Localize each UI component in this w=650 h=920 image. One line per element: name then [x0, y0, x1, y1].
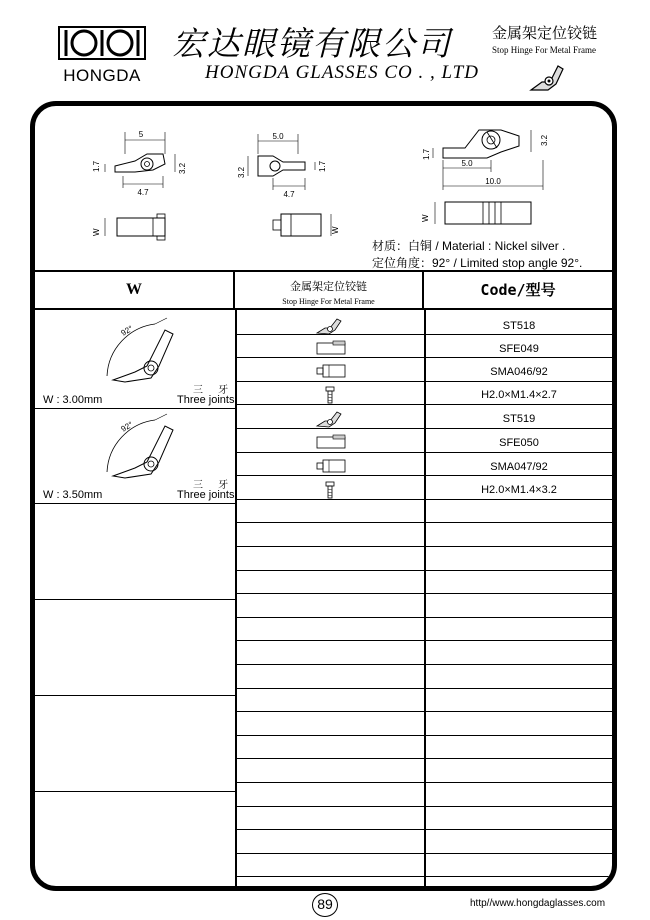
joints-en-2: Three joints — [177, 489, 235, 501]
row-divider — [426, 876, 612, 877]
code-cell: ST519 — [502, 413, 536, 425]
row-divider — [237, 499, 424, 500]
row-divider — [237, 593, 424, 594]
row-divider — [426, 758, 612, 759]
screw-icon — [315, 481, 345, 499]
code-cell: H2.0×M1.4×3.2 — [481, 484, 557, 496]
brand-name: HONGDA — [63, 66, 141, 85]
drawing-2-top-view — [248, 134, 331, 236]
row-divider — [237, 428, 424, 429]
part-icon-cell — [237, 432, 424, 454]
joints-en-1: Three joints — [177, 394, 235, 406]
row-divider — [237, 876, 424, 877]
angle-diagram-2 — [95, 412, 185, 482]
part-icon-cell — [237, 479, 424, 501]
angle-diagram-1 — [95, 316, 185, 386]
temple-part-icon — [315, 458, 349, 474]
row-divider — [35, 695, 235, 696]
row-divider — [237, 570, 424, 571]
row-divider — [426, 853, 612, 854]
row-divider — [35, 408, 235, 409]
row-divider — [35, 503, 235, 504]
row-divider — [426, 806, 612, 807]
row-divider — [426, 404, 612, 405]
row-divider — [237, 829, 424, 830]
dim-d2-right: 1.7 — [318, 160, 327, 172]
column-header-part-cn: 金属架定位铰链 — [290, 280, 367, 293]
spec-frame — [30, 101, 617, 891]
row-divider — [237, 475, 424, 476]
row-divider — [237, 522, 424, 523]
code-cell: H2.0×M1.4×2.7 — [481, 389, 557, 401]
row-divider — [426, 499, 612, 500]
row-divider — [426, 357, 612, 358]
column-header-code: Code/型号 — [424, 270, 612, 310]
dim-d2-left: 3.2 — [237, 166, 246, 178]
row-divider — [237, 334, 424, 335]
row-divider — [237, 688, 424, 689]
dim-d3-w: W — [421, 214, 430, 222]
temple-part-icon — [315, 363, 349, 379]
website-url: http//www.hongdaglasses.com — [470, 898, 606, 909]
part-icon-cell — [237, 408, 424, 430]
dim-d3-right: 3.2 — [540, 134, 549, 146]
row-divider — [426, 829, 612, 830]
company-name-cn: 宏达眼镜有限公司 — [172, 24, 452, 63]
row-divider — [237, 758, 424, 759]
company-logo — [52, 22, 152, 84]
row-divider — [237, 640, 424, 641]
screw-icon — [315, 386, 345, 404]
code-cell: SFE050 — [499, 437, 539, 449]
dim-d3-mid: 5.0 — [461, 159, 473, 168]
stop-angle-line: 定位角度：92° / Limited stop angle 92°. — [372, 256, 583, 270]
w-size-2: W : 3.50mm — [43, 489, 103, 501]
row-divider — [426, 381, 612, 382]
dim-d1-left: 1.7 — [92, 160, 101, 172]
row-divider — [426, 522, 612, 523]
row-divider — [237, 452, 424, 453]
row-divider — [426, 711, 612, 712]
row-divider — [426, 593, 612, 594]
row-divider — [426, 735, 612, 736]
row-divider — [237, 546, 424, 547]
drawing-1-top-view — [105, 132, 175, 240]
joints-cn-1: 三 牙 — [193, 385, 235, 396]
row-divider — [237, 853, 424, 854]
row-divider — [237, 806, 424, 807]
dim-d1-right: 3.2 — [178, 162, 187, 174]
dim-d3-left: 1.7 — [422, 148, 431, 160]
row-divider — [426, 782, 612, 783]
row-divider — [237, 664, 424, 665]
row-divider — [426, 475, 612, 476]
row-divider — [35, 599, 235, 600]
row-divider — [237, 381, 424, 382]
column-header-part-en: Stop Hinge For Metal Frame — [282, 297, 375, 306]
code-cell: SFE049 — [499, 343, 539, 355]
hinge-icon — [315, 410, 345, 428]
row-divider — [426, 664, 612, 665]
logo-mark — [58, 26, 146, 60]
dim-d2-top: 5.0 — [272, 132, 284, 141]
dim-d1-w: W — [92, 228, 101, 236]
code-cell: ST518 — [502, 320, 536, 332]
row-divider — [426, 452, 612, 453]
row-divider — [426, 546, 612, 547]
company-name-en: HONGDA GLASSES CO . , LTD — [205, 62, 479, 83]
row-divider — [237, 711, 424, 712]
code-cell: SMA047/92 — [490, 461, 548, 473]
joints-cn-2: 三 牙 — [193, 480, 235, 491]
dim-d2-bottom: 4.7 — [283, 190, 295, 199]
column-header-part — [235, 270, 424, 310]
row-divider — [237, 735, 424, 736]
row-divider — [426, 688, 612, 689]
dim-d3-bottom: 10.0 — [485, 177, 501, 186]
row-divider — [237, 404, 424, 405]
hinge-icon — [528, 60, 566, 94]
product-title-cn: 金属架定位铰链 — [492, 24, 598, 42]
row-divider — [426, 617, 612, 618]
row-divider — [35, 791, 235, 792]
front-part-icon — [315, 434, 349, 450]
dim-d1-bottom: 4.7 — [137, 188, 149, 197]
dim-d2-w: W — [331, 226, 340, 234]
row-divider — [426, 570, 612, 571]
row-divider — [426, 428, 612, 429]
part-icon-cell — [237, 384, 424, 406]
page-number: 89 — [312, 893, 338, 917]
angle-label-1: 92° — [119, 323, 135, 338]
row-divider — [426, 640, 612, 641]
angle-label-2: 92° — [119, 419, 135, 434]
w-size-1: W : 3.00mm — [43, 394, 103, 406]
material-line: 材质：白铜 / Material : Nickel silver . — [372, 239, 566, 253]
row-divider — [426, 334, 612, 335]
row-divider — [237, 782, 424, 783]
dim-d1-top: 5 — [138, 130, 144, 139]
front-part-icon — [315, 340, 349, 356]
row-divider — [237, 617, 424, 618]
code-cell: SMA046/92 — [490, 366, 548, 378]
hinge-icon — [315, 317, 345, 335]
column-header-w: W — [35, 270, 235, 310]
row-divider — [237, 357, 424, 358]
part-icon-cell — [237, 361, 424, 383]
product-title-en: Stop Hinge For Metal Frame — [492, 45, 596, 55]
